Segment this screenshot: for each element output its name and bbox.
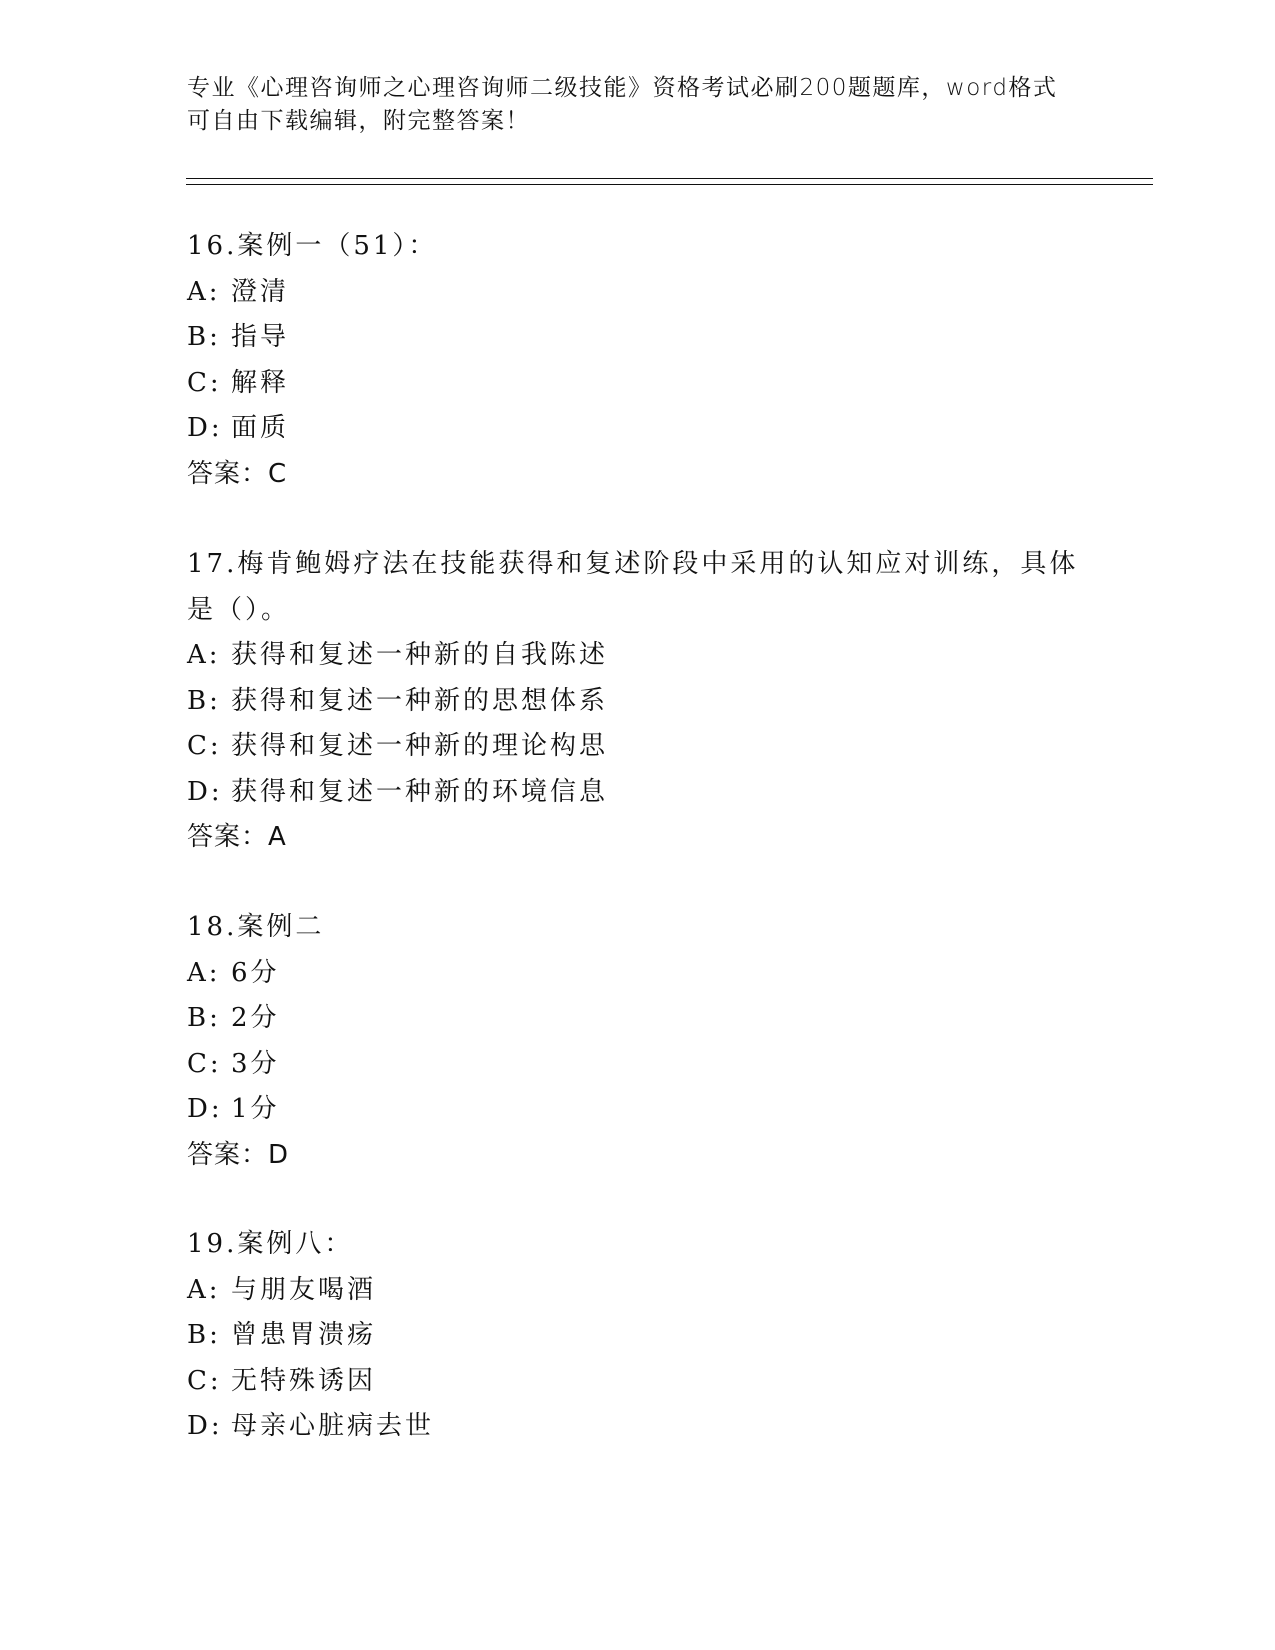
question-18 bbox=[187, 905, 1087, 1178]
question-19 bbox=[187, 1222, 1087, 1450]
option-letter: C: bbox=[187, 367, 222, 398]
option-d bbox=[187, 406, 1087, 452]
option-text: 获得和复述一种新的自我陈述 bbox=[231, 640, 609, 670]
option-letter: B: bbox=[187, 322, 221, 352]
question-stem-continued: 是（）。 bbox=[187, 594, 291, 625]
option-letter: D: bbox=[187, 1411, 223, 1441]
option-b bbox=[187, 315, 1087, 361]
header-line-1: 专业《心理咨询师之心理咨询师二级技能》资格考试必刷200题题库，word格式 bbox=[187, 75, 1058, 101]
question-stem: 19.案例八： bbox=[187, 1229, 354, 1259]
option-c bbox=[187, 1042, 1087, 1088]
option-text: 6分 bbox=[231, 957, 280, 988]
question-stem: 18.案例二 bbox=[187, 912, 325, 942]
option-b bbox=[187, 679, 1087, 725]
option-text: 3分 bbox=[231, 1048, 280, 1079]
option-text: 获得和复述一种新的思想体系 bbox=[231, 685, 609, 716]
option-a bbox=[187, 1268, 1087, 1314]
option-text: 1分 bbox=[231, 1094, 280, 1124]
option-text: 获得和复述一种新的理论构思 bbox=[231, 731, 609, 761]
document-header bbox=[187, 72, 1087, 138]
option-letter: D: bbox=[187, 776, 223, 807]
option-letter: D: bbox=[187, 1094, 223, 1124]
option-letter: D: bbox=[187, 413, 223, 443]
option-text: 与朋友喝酒 bbox=[231, 1274, 377, 1305]
answer-label: 答案：D bbox=[187, 1139, 290, 1170]
option-c bbox=[187, 1359, 1087, 1405]
option-a bbox=[187, 951, 1087, 997]
option-letter: A: bbox=[187, 1274, 221, 1305]
option-text: 无特殊诱因 bbox=[231, 1365, 377, 1396]
option-letter: B: bbox=[187, 1320, 221, 1350]
option-letter: B: bbox=[187, 685, 221, 716]
option-text: 曾患胃溃疡 bbox=[231, 1320, 377, 1350]
option-letter: C: bbox=[187, 731, 222, 761]
option-letter: A: bbox=[187, 640, 221, 670]
question-17 bbox=[187, 542, 1087, 861]
option-text: 指导 bbox=[231, 322, 290, 352]
answer-label: 答案：C bbox=[187, 458, 288, 489]
option-text: 母亲心脏病去世 bbox=[231, 1411, 435, 1441]
option-text: 获得和复述一种新的环境信息 bbox=[231, 776, 609, 807]
option-letter: C: bbox=[187, 1365, 222, 1396]
option-b bbox=[187, 1313, 1087, 1359]
option-a bbox=[187, 270, 1087, 316]
option-letter: A: bbox=[187, 276, 221, 307]
option-letter: B: bbox=[187, 1003, 221, 1033]
option-c bbox=[187, 724, 1087, 770]
option-c bbox=[187, 361, 1087, 407]
answer-label: 答案：A bbox=[187, 822, 287, 852]
option-text: 澄清 bbox=[231, 276, 290, 307]
option-a bbox=[187, 633, 1087, 679]
option-text: 2分 bbox=[231, 1003, 280, 1033]
header-line-2: 可自由下载编辑，附完整答案！ bbox=[187, 108, 530, 134]
question-stem: 16.案例一（51）： bbox=[187, 231, 438, 261]
option-letter: C: bbox=[187, 1048, 222, 1079]
option-text: 解释 bbox=[231, 367, 290, 398]
option-d bbox=[187, 770, 1087, 816]
option-d bbox=[187, 1404, 1087, 1450]
question-stem: 17.梅肯鲍姆疗法在技能获得和复述阶段中采用的认知应对训练，具体 bbox=[187, 549, 1079, 579]
option-text: 面质 bbox=[231, 413, 290, 443]
option-b bbox=[187, 996, 1087, 1042]
option-letter: A: bbox=[187, 957, 221, 988]
header-divider bbox=[186, 178, 1153, 185]
option-d bbox=[187, 1087, 1087, 1133]
question-16 bbox=[187, 224, 1087, 497]
